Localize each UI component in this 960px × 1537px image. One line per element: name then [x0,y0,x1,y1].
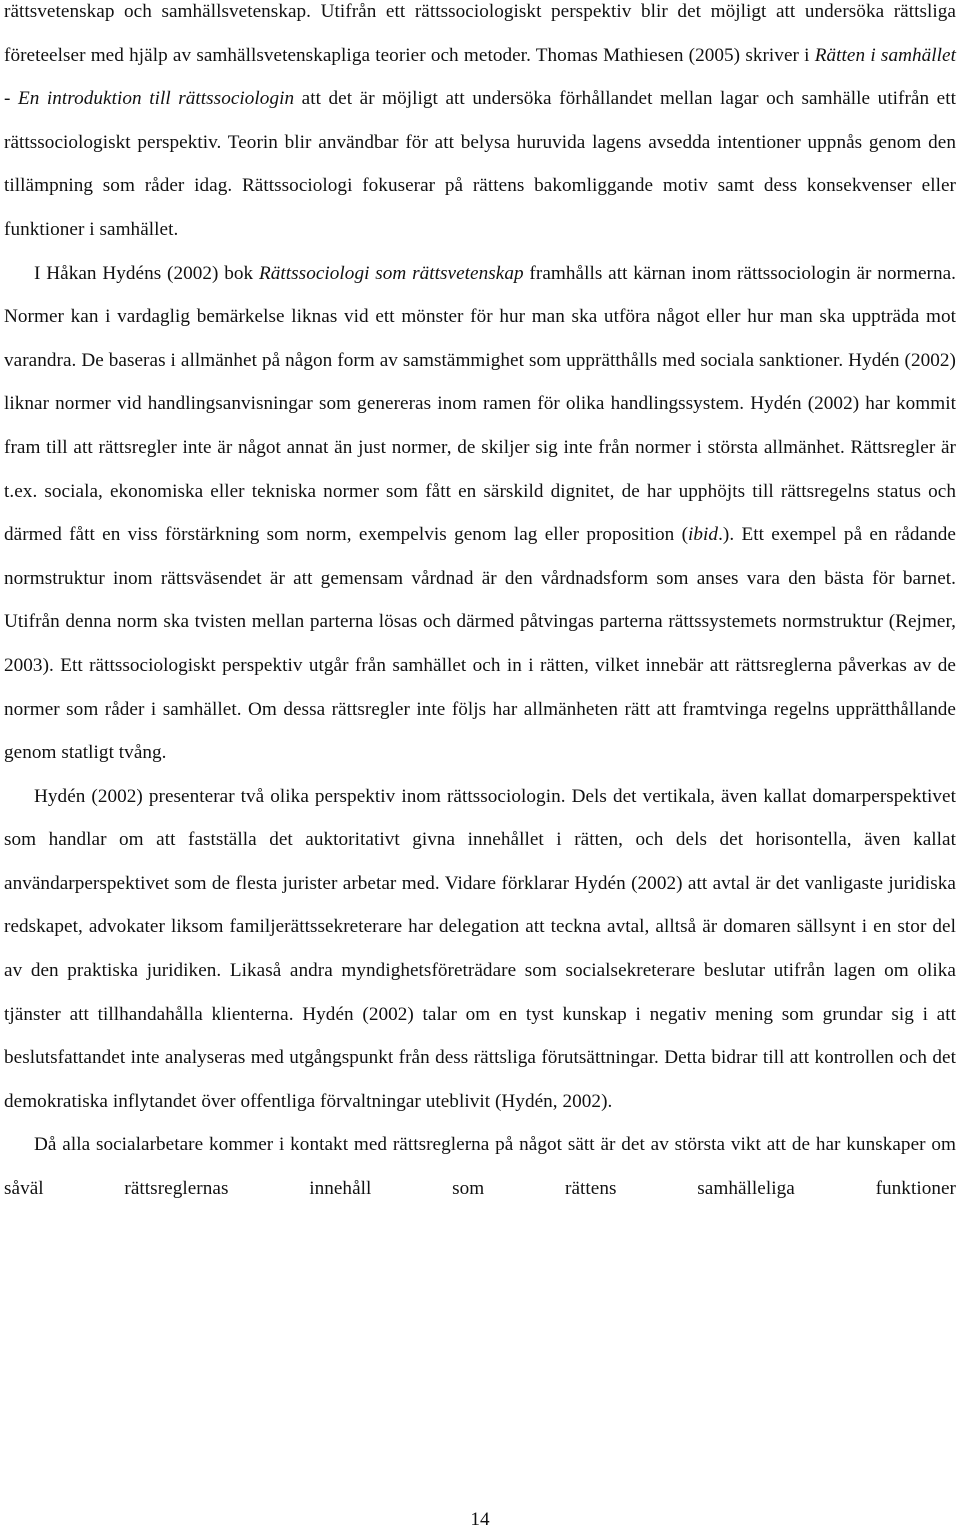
text-segment: .). Ett exempel på en rådande normstruktur inom rättsväsendet är att gemensam vårdnad är den vårdnadsform som anses vara den bästa för barnet. Utifrån denna norm ska tvisten mellan parterna lösas och därmed påtvingas parterna rättssystemets normstruktur (Rejmer, 2003). Ett rättssociologiskt perspektiv utgår från samhället och in i rätten, vilket innebär att rättsreglerna påverkas av de normer som råder i samhället. Om dessa rättsregler inte följs har allmänheten rätt att framtvinga regelns upprätthållande genom statligt tvång. [4,524,956,764]
text-segment: Hydén (2002) presenterar två olika perspektiv inom rättssociologin. Dels det vertikala, även kallat domarperspektivet som handlar om att fastställa det auktoritativt givna innehållet i rätten, och dels det horisontella, även kallat användarperspektivet som de flesta jurister arbetar med. Vidare förklarar Hydén (2002) att avtal är det vanligaste juridiska redskapet, advokater liksom familjerättssekreterare har delegation att teckna avtal, alltså är domaren sällsynt i en stor del av den praktiska juridiken. Likaså andra myndighetsföreträdare som socialsekreterare beslutar utifrån lagen om olika tjänster att tillhandahålla klienterna. Hydén (2002) talar om en tyst kunskap i negativ mening som grundar sig i att beslutsfattandet inte analyseras med utgångspunkt från dess rättsliga förutsättningar. Detta bidrar till att kontrollen och det demokratiska inflytandet över offentliga förvaltningar uteblivit (Hydén, 2002). [4,785,956,1112]
text-segment: I Håkan Hydéns (2002) bok [34,262,259,284]
text-segment: framhålls att kärnan inom rättssociologin är normerna. Normer kan i vardaglig bemärkelse liknas vid ett mönster för hur man ska utföra något eller hur man ska uppträda mot varandra. De baseras i allmänhet på någon form av samstämmighet som upprätthålls med sociala sanktioner. Hydén (2002) liknar normer vid handlingsanvisningar som genereras inom ramen för olika handlingssystem. Hydén (2002) har kommit fram till att rättsregler inte är något annat än just normer, de skiljer sig inte från normer i största allmänhet. Rättsregler är t.ex. sociala, ekonomiska eller tekniska normer som fått en särskild dignitet, de har upphöjts till rättsregelns status och därmed fått en viss förstärkning som norm, exempelvis genom lag eller proposition ( [4,262,957,546]
italic-text-segment: ibid [688,524,719,546]
page-number: 14 [470,1509,490,1530]
text-segment: Då alla socialarbetare kommer i kontakt med rättsreglerna på något sätt är det av största vikt att de har kunskaper om såväl rättsreglernas innehåll som rättens samhälleliga funktioner [4,1134,956,1200]
document-page [4,0,956,1211]
paragraph-1 [4,0,956,252]
italic-text-segment: Rätten i samhället - En introduktion till rättssociologin [4,44,956,110]
text-segment: rättsvetenskap och samhällsvetenskap. Utifrån ett rättssociologiskt perspektiv blir det möjligt att undersöka rättsliga företeelser med hjälp av samhällsvetenskapliga teorier och metoder. Thomas Mathiesen (2005) skriver i [4,1,956,66]
paragraph-4 [4,1123,956,1210]
italic-text-segment: Rättssociologi som rättsvetenskap [258,262,524,284]
text-segment: att det är möjligt att undersöka förhållandet mellan lagar och samhälle utifrån ett rättssociologiskt perspektiv. Teorin blir användbar för att belysa huruvida lagens avsedda intentioner uppnås genom den tillämpning som råder idag. Rättssociologi fokuserar på rättens bakomliggande motiv samt dess konsekvenser eller funktioner i samhället. [4,88,956,240]
paragraph-3 [4,775,956,1124]
paragraph-2 [4,252,956,775]
